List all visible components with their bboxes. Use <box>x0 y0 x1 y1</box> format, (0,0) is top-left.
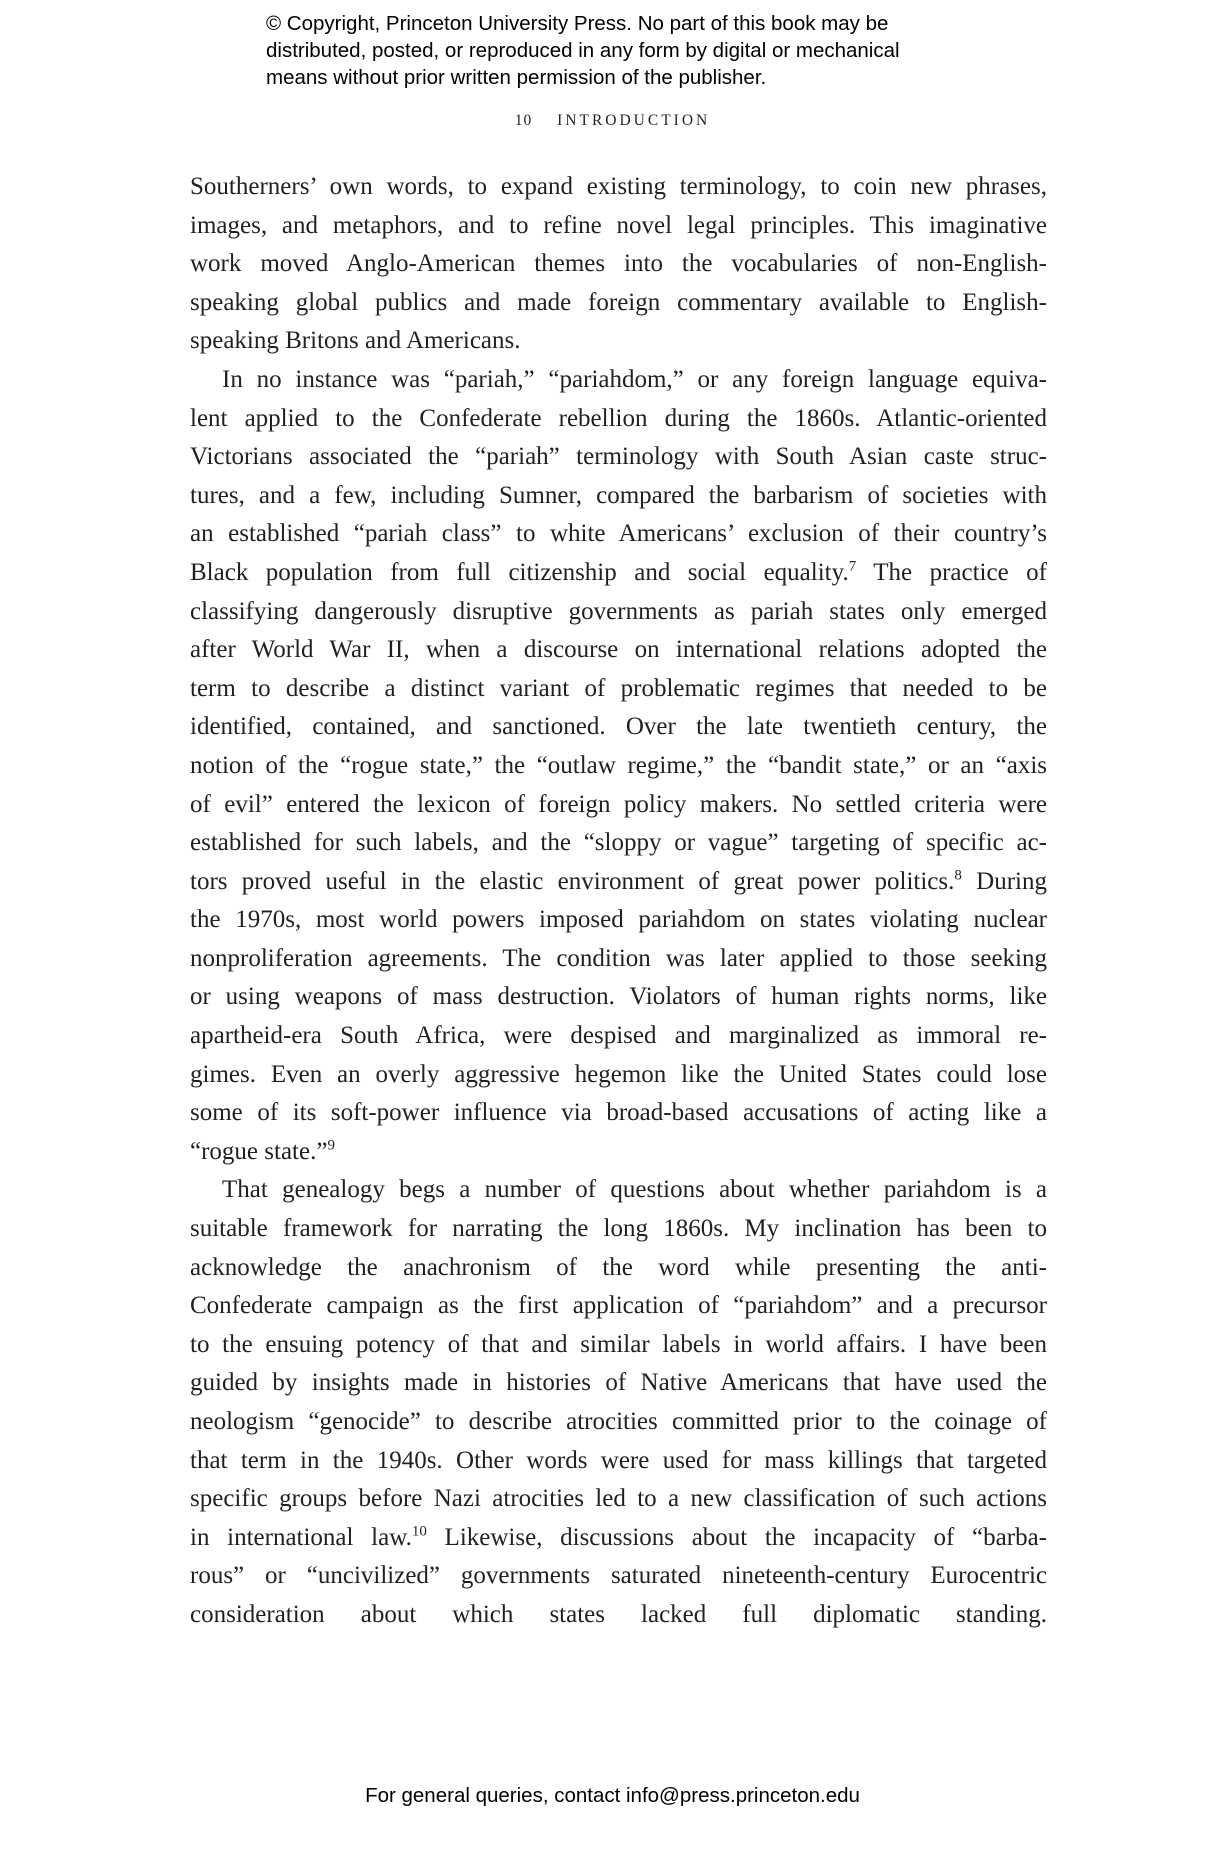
text-segment: tures, and a few, including Sumner, compared the barbarism of societies with <box>190 481 1047 509</box>
text-segment: or using weapons of mass destruction. Violators of human rights norms, like <box>190 983 1047 1011</box>
text-line <box>190 631 1047 670</box>
body-text <box>190 168 1047 1635</box>
text-line <box>190 978 1047 1017</box>
copyright-notice <box>266 10 1026 91</box>
text-segment: established for such labels, and the “sloppy or vague” targeting of specific ac- <box>190 829 1047 857</box>
text-line <box>190 1094 1047 1133</box>
text-segment: specific groups before Nazi atrocities led to a new classification of such actions <box>190 1485 1047 1513</box>
chapter-title: INTRODUCTION <box>557 112 711 129</box>
text-line <box>190 322 1047 361</box>
text-line <box>190 400 1047 439</box>
text-line <box>190 1519 1047 1558</box>
text-line <box>190 168 1047 207</box>
text-segment: to the ensuing potency of that and similar labels in world affairs. I have been <box>190 1330 1047 1358</box>
text-segment: classifying dangerously disruptive governments as pariah states only emerged <box>190 597 1047 625</box>
text-segment: consideration about which states lacked full diplomatic standing. <box>190 1600 1047 1628</box>
text-segment: images, and metaphors, and to refine novel legal principles. This imaginative <box>190 211 1047 239</box>
text-segment: That genealogy begs a number of questions about whether pariahdom is a <box>222 1176 1047 1204</box>
text-segment: lent applied to the Confederate rebellion during the 1860s. Atlantic-oriented <box>190 404 1047 432</box>
text-line <box>190 207 1047 246</box>
text-line <box>190 1171 1047 1210</box>
text-segment: Victorians associated the “pariah” terminology with South Asian caste struc- <box>190 443 1047 471</box>
text-line <box>190 901 1047 940</box>
text-segment: the 1970s, most world powers imposed pariahdom on states violating nuclear <box>190 906 1047 934</box>
text-segment: The practice of <box>856 558 1047 586</box>
text-segment: Likewise, discussions about the incapacity of “barba- <box>426 1523 1047 1551</box>
copyright-line: means without prior written permission of the publisher. <box>266 66 767 89</box>
text-segment: in international law. <box>190 1523 412 1551</box>
text-segment: guided by insights made in histories of Native Americans that have used the <box>190 1369 1047 1397</box>
text-line <box>190 1326 1047 1365</box>
text-line <box>190 863 1047 902</box>
text-line <box>190 1403 1047 1442</box>
text-segment: “rogue state.” <box>190 1137 328 1165</box>
text-line <box>190 747 1047 786</box>
text-segment: In no instance was “pariah,” “pariahdom,” or any foreign language equiva- <box>222 365 1047 393</box>
text-line <box>190 1596 1047 1635</box>
text-segment: During <box>961 867 1048 895</box>
text-segment: an established “pariah class” to white Americans’ exclusion of their country’s <box>190 520 1047 548</box>
text-line <box>190 1249 1047 1288</box>
footnote-reference[interactable]: 9 <box>327 1137 335 1154</box>
text-line <box>190 361 1047 400</box>
text-segment: nonproliferation agreements. The condition was later applied to those seeking <box>190 944 1047 972</box>
text-segment: speaking Britons and Americans. <box>190 327 521 355</box>
text-segment: tors proved useful in the elastic environment of great power politics. <box>190 867 955 895</box>
copyright-line: distributed, posted, or reproduced in any form by digital or mechanical <box>266 39 900 62</box>
text-line <box>190 1210 1047 1249</box>
text-line <box>190 1442 1047 1481</box>
text-segment: Black population from full citizenship and social equality. <box>190 558 849 586</box>
text-segment: suitable framework for narrating the long 1860s. My inclination has been to <box>190 1215 1047 1243</box>
text-line <box>190 593 1047 632</box>
text-line <box>190 1017 1047 1056</box>
text-line <box>190 1287 1047 1326</box>
text-segment: Southerners’ own words, to expand existing terminology, to coin new phrases, <box>190 173 1047 200</box>
text-segment: neologism “genocide” to describe atrocities committed prior to the coinage of <box>190 1408 1047 1435</box>
text-line <box>190 284 1047 323</box>
text-line <box>190 245 1047 284</box>
footer-contact: For general queries, contact info@press.princeton.edu <box>365 1784 860 1807</box>
text-segment: that term in the 1940s. Other words were used for mass killings that targeted <box>190 1446 1047 1474</box>
text-segment: apartheid-era South Africa, were despised and marginalized as immoral re- <box>190 1022 1047 1050</box>
text-segment: acknowledge the anachronism of the word while presenting the anti- <box>190 1253 1047 1281</box>
text-line <box>190 1557 1047 1596</box>
running-head <box>0 112 1225 130</box>
text-segment: gimes. Even an overly aggressive hegemon like the United States could lose <box>190 1060 1047 1088</box>
text-segment: after World War II, when a discourse on international relations adopted the <box>190 636 1047 664</box>
text-line <box>190 477 1047 516</box>
text-line <box>190 786 1047 825</box>
copyright-line: © Copyright, Princeton University Press. No part of this book may be <box>266 12 889 35</box>
text-segment: some of its soft-power influence via broad-based accusations of acting like a <box>190 1099 1047 1127</box>
text-segment: term to describe a distinct variant of problematic regimes that needed to be <box>190 674 1047 702</box>
footnote-reference[interactable]: 8 <box>954 867 962 884</box>
text-line <box>190 670 1047 709</box>
text-line <box>190 1056 1047 1095</box>
text-line <box>190 1480 1047 1519</box>
text-segment: work moved Anglo-American themes into the vocabularies of non-English- <box>190 250 1047 278</box>
page-number: 10 <box>514 112 533 129</box>
text-line <box>190 554 1047 593</box>
footnote-reference[interactable]: 7 <box>848 558 857 575</box>
text-line <box>190 708 1047 747</box>
text-line <box>190 438 1047 477</box>
text-line <box>190 1364 1047 1403</box>
text-segment: identified, contained, and sanctioned. Over the late twentieth century, the <box>190 713 1047 741</box>
text-line <box>190 515 1047 554</box>
text-segment: of evil” entered the lexicon of foreign policy makers. No settled criteria were <box>190 790 1047 818</box>
text-line <box>190 824 1047 863</box>
text-segment: rous” or “uncivilized” governments saturated nineteenth-century Eurocentric <box>190 1562 1047 1590</box>
text-line <box>190 1133 1047 1172</box>
text-segment: speaking global publics and made foreign commentary available to English- <box>190 288 1047 316</box>
text-line <box>190 940 1047 979</box>
footnote-reference[interactable]: 10 <box>411 1523 427 1540</box>
text-segment: Confederate campaign as the first application of “pariahdom” and a precursor <box>190 1292 1047 1320</box>
text-segment: notion of the “rogue state,” the “outlaw regime,” the “bandit state,” or an “axis <box>190 751 1047 779</box>
